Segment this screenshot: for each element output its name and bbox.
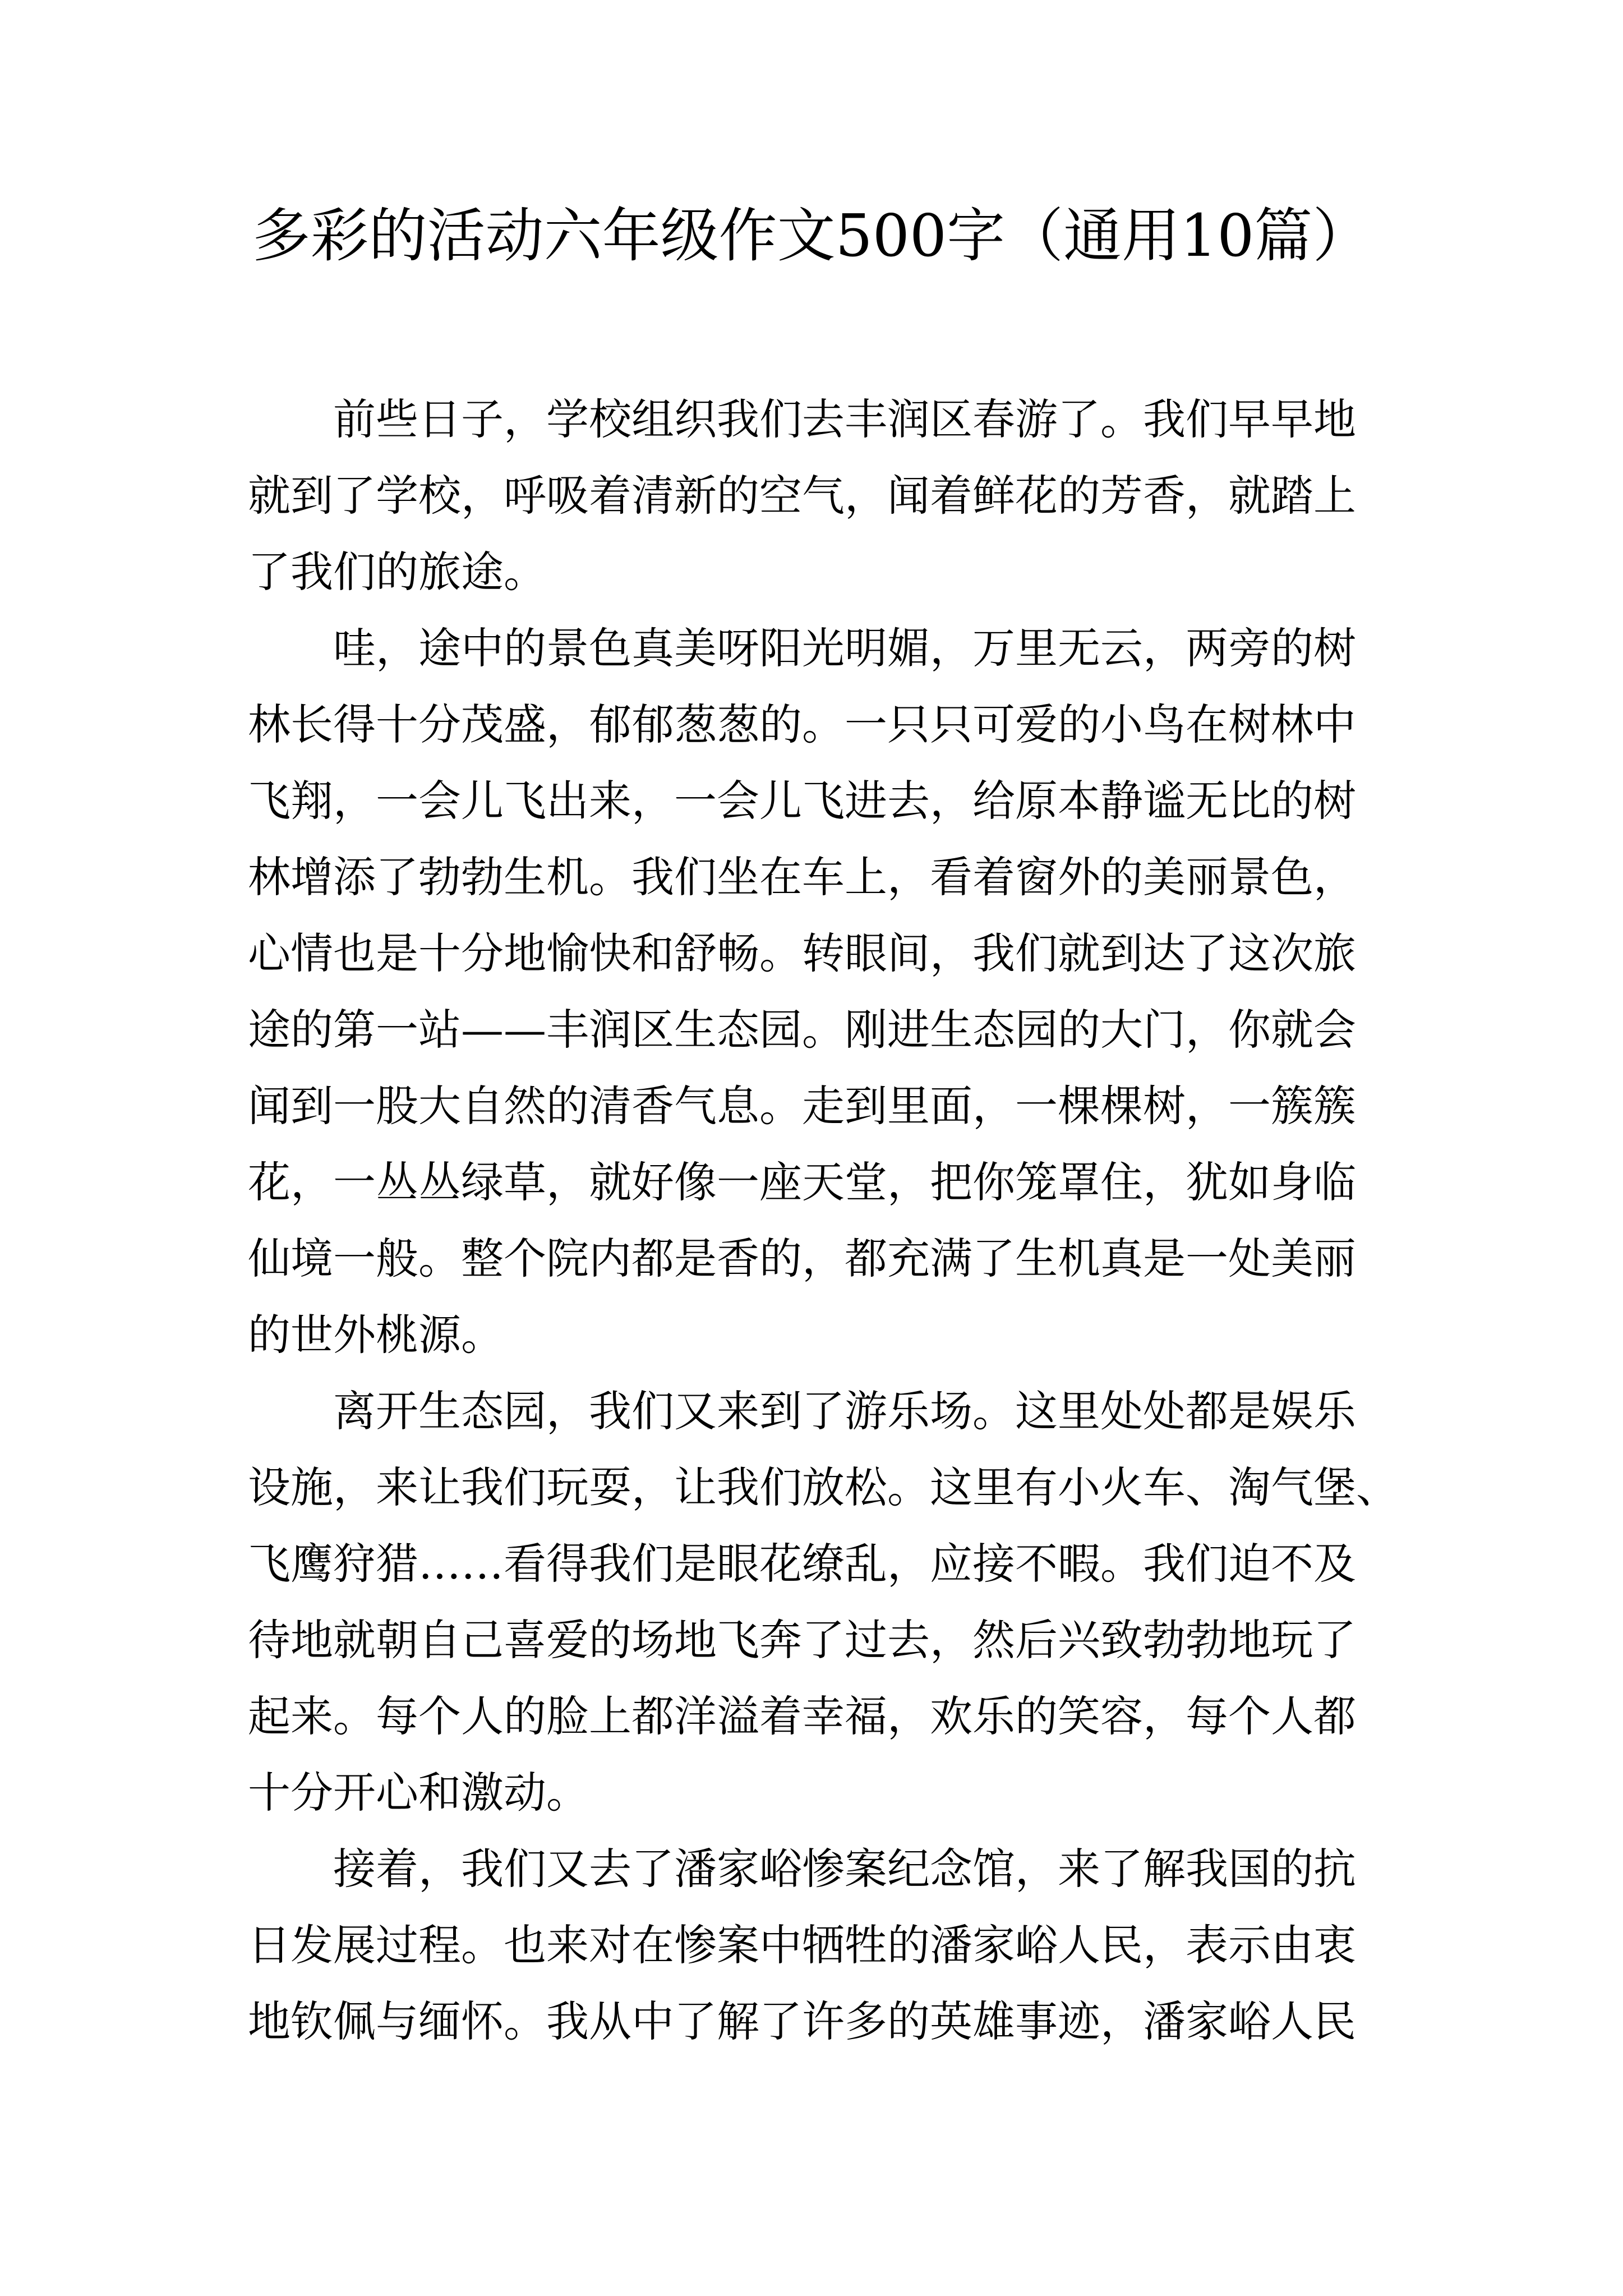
paragraph-1 bbox=[248, 381, 1386, 610]
text-line: 了我们的旅途。 bbox=[248, 547, 546, 597]
text-line: 心情也是十分地愉快和舒畅。转眼间，我们就到达了这次旅 bbox=[248, 928, 1356, 978]
text-line: 林增添了勃勃生机。我们坐在车上，看着窗外的美丽景色， bbox=[248, 852, 1356, 902]
paragraph-3 bbox=[248, 1373, 1399, 1831]
text-line: 接着，我们又去了潘家峪惨案纪念馆，来了解我国的抗 bbox=[333, 1844, 1356, 1894]
text-line: 林长得十分茂盛，郁郁葱葱的。一只只可爱的小鸟在树林中 bbox=[248, 700, 1356, 749]
text-line: 设施，来让我们玩耍，让我们放松。这里有小火车、淘气堡、 bbox=[248, 1462, 1399, 1512]
text-line: 日发展过程。也来对在惨案中牺牲的潘家峪人民，表示由衷 bbox=[248, 1920, 1356, 1970]
text-line: 仙境一般。整个院内都是香的，都充满了生机真是一处美丽 bbox=[248, 1234, 1356, 1283]
text-line: 的世外桃源。 bbox=[248, 1310, 504, 1360]
text-line: 飞翔，一会儿飞出来，一会儿飞进去，给原本静谧无比的树 bbox=[248, 776, 1356, 826]
text-line: 哇，途中的景色真美呀阳光明媚，万里无云，两旁的树 bbox=[333, 623, 1356, 673]
text-line: 闻到一股大自然的清香气息。走到里面，一棵棵树，一簇簇 bbox=[248, 1081, 1356, 1131]
text-line: 地钦佩与缅怀。我从中了解了许多的英雄事迹，潘家峪人民 bbox=[248, 1996, 1356, 2046]
text-line: 途的第一站——丰润区生态园。刚进生态园的大门，你就会 bbox=[248, 1005, 1356, 1055]
paragraph-4 bbox=[248, 1831, 1386, 2060]
text-line: 离开生态园，我们又来到了游乐场。这里处处都是娱乐 bbox=[333, 1386, 1356, 1436]
text-line: 待地就朝自己喜爱的场地飞奔了过去，然后兴致勃勃地玩了 bbox=[248, 1615, 1356, 1665]
text-line: 起来。每个人的脸上都洋溢着幸福，欢乐的笑容，每个人都 bbox=[248, 1691, 1356, 1741]
text-line: 前些日子，学校组织我们去丰润区春游了。我们早早地 bbox=[333, 394, 1356, 444]
text-line: 就到了学校，呼吸着清新的空气，闻着鲜花的芳香，就踏上 bbox=[248, 471, 1356, 521]
paragraph-2 bbox=[248, 610, 1386, 1373]
text-line: 十分开心和激动。 bbox=[248, 1768, 589, 1818]
document-body bbox=[248, 381, 1399, 2060]
text-line: 花，一丛丛绿草，就好像一座天堂，把你笼罩住，犹如身临 bbox=[248, 1157, 1356, 1207]
text-line: 飞鹰狩猎……看得我们是眼花缭乱，应接不暇。我们迫不及 bbox=[248, 1539, 1356, 1589]
document-title: 多彩的活动六年级作文500字（通用10篇） bbox=[252, 201, 1371, 270]
